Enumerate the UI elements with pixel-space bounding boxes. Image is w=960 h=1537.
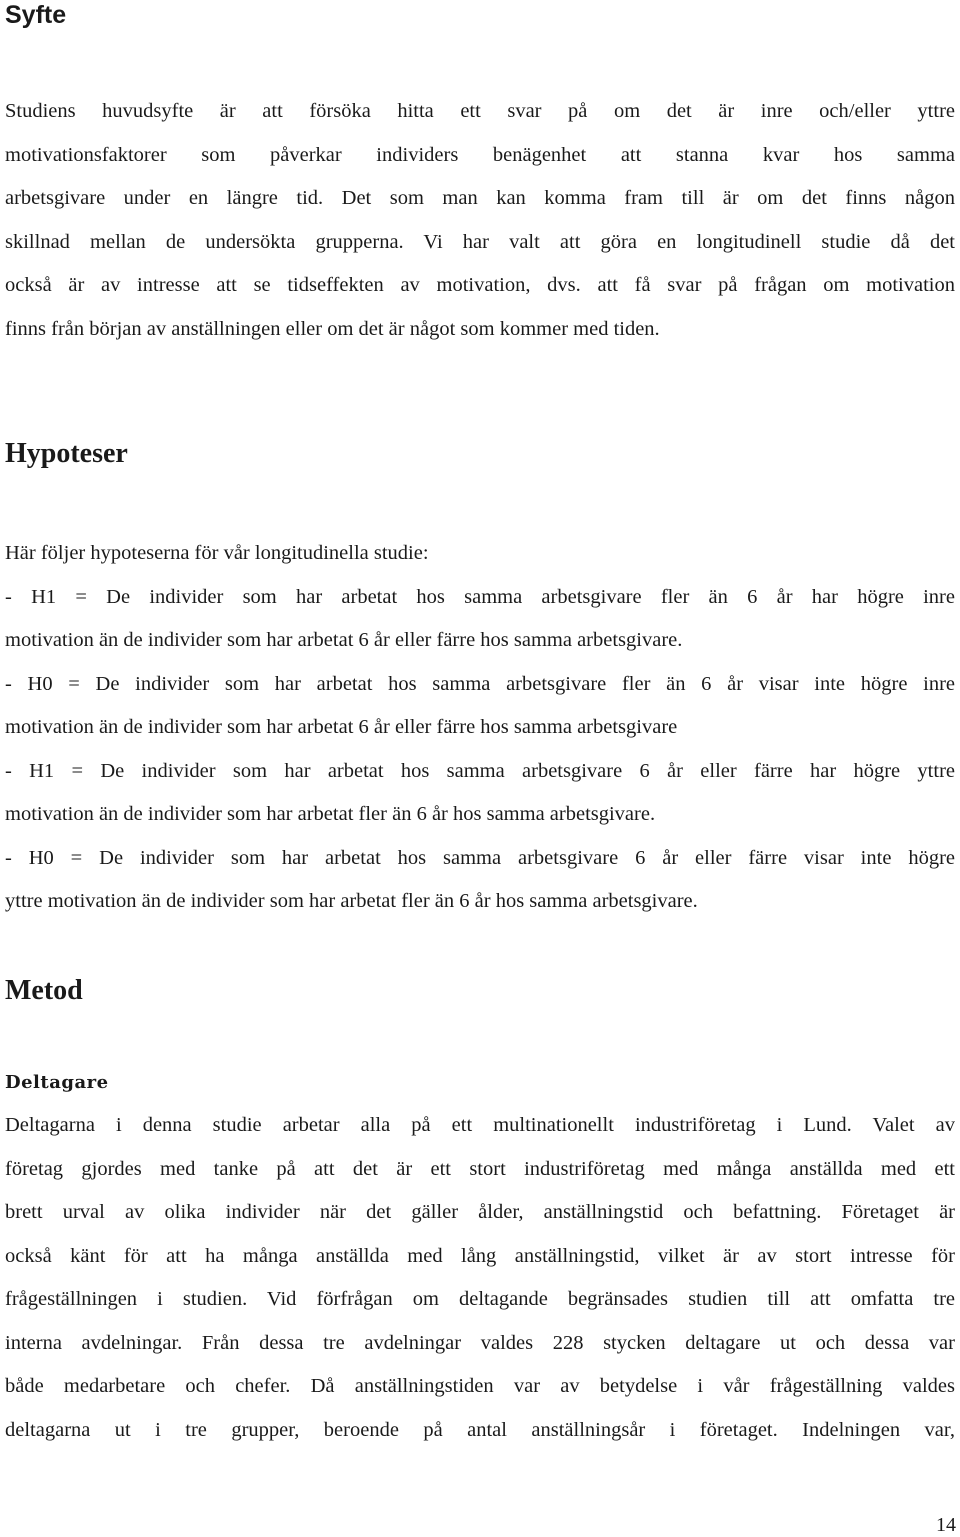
text-line: motivation än de individer som har arbetat fler än 6 år hos samma arbetsgivare. [5, 803, 656, 825]
text-line: Studiens huvudsyfte är att försöka hitta ett svar på om det är inre och/eller yttre [5, 100, 955, 122]
paragraph-deltagare [5, 1104, 955, 1452]
text-line: - H0 = De individer som har arbetat hos samma arbetsgivare 6 år eller färre visar inte högre [5, 846, 955, 869]
text-line: - H1 = De individer som har arbetat hos samma arbetsgivare 6 år eller färre har högre yttre [5, 759, 955, 782]
text-line: interna avdelningar. Från dessa tre avdelningar valdes 228 stycken deltagare ut och dessa var [5, 1331, 955, 1354]
text-line: deltagarna ut i tre grupper, beroende på antal anställningsår i företaget. Indelningen var, [5, 1418, 955, 1441]
subheading-deltagare: Deltagare [5, 1072, 109, 1093]
text-line: skillnad mellan de undersökta grupperna. Vi har valt att göra en longitudinell studie då det [5, 230, 955, 253]
text-line: brett urval av olika individer när det gäller ålder, anställningstid och befattning. Företaget är [5, 1201, 955, 1223]
heading-hypoteser: Hypoteser [5, 438, 128, 469]
text-line: både medarbetare och chefer. Då anställningstiden var av betydelse i vår frågeställning valdes [5, 1375, 955, 1397]
text-line: motivation än de individer som har arbetat 6 år eller färre hos samma arbetsgivare [5, 716, 678, 738]
page-number: 14 [936, 1514, 956, 1536]
text-line: Deltagarna i denna studie arbetar alla på ett multinationellt industriföretag i Lund. Valet av [5, 1114, 955, 1136]
text-line: också känt för att ha många anställda med lång anställningstid, vilket är av stort intresse för [5, 1244, 955, 1267]
text-line: yttre motivation än de individer som har arbetat fler än 6 år hos samma arbetsgivare. [5, 890, 698, 912]
text-line: motivation än de individer som har arbetat 6 år eller färre hos samma arbetsgivare. [5, 629, 683, 651]
text-line: finns från början av anställningen eller om det är något som kommer med tiden. [5, 317, 660, 340]
heading-syfte: Syfte [5, 1, 67, 29]
text-line: företag gjordes med tanke på att det är ett stort industriföretag med många anställda med ett [5, 1157, 955, 1180]
text-line: Här följer hypoteserna för vår longitudinella studie: [5, 542, 429, 564]
paragraph-syfte [5, 90, 955, 351]
text-line: frågeställningen i studien. Vid förfrågan om deltagande begränsades studien till att omfatta tre [5, 1288, 955, 1310]
heading-metod: Metod [5, 975, 83, 1006]
text-line: - H0 = De individer som har arbetat hos samma arbetsgivare fler än 6 år visar inte högre inre [5, 672, 955, 695]
text-line: - H1 = De individer som har arbetat hos samma arbetsgivare fler än 6 år har högre inre [5, 585, 955, 608]
paragraph-hypoteser [5, 532, 955, 924]
text-line: också är av intresse att se tidseffekten av motivation, dvs. att få svar på frågan om motivation [5, 274, 955, 296]
text-line: motivationsfaktorer som påverkar individers benägenhet att stanna kvar hos samma [5, 143, 955, 166]
text-line: arbetsgivare under en längre tid. Det som man kan komma fram till är om det finns någon [5, 187, 955, 209]
